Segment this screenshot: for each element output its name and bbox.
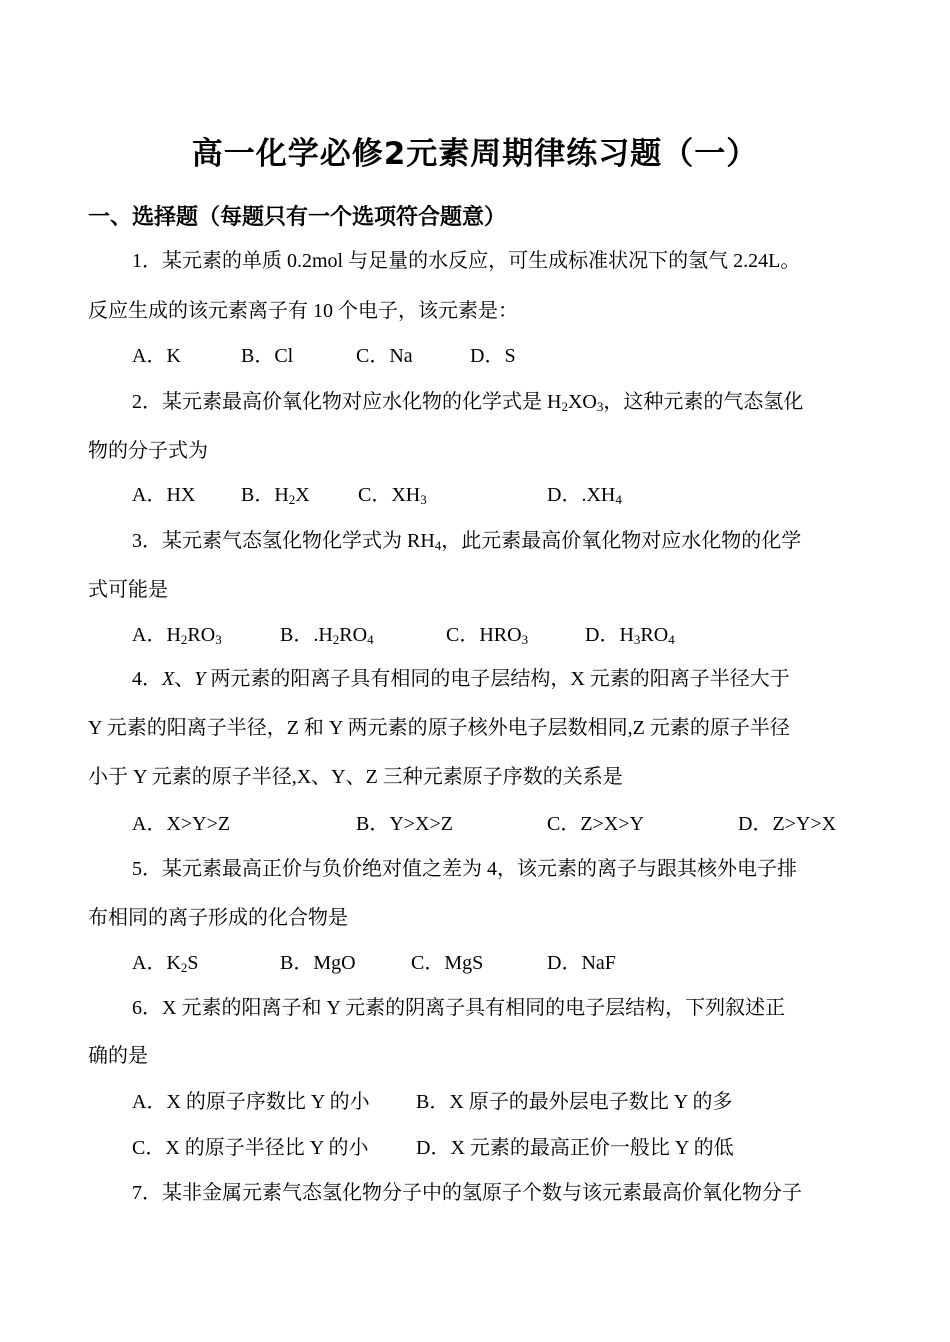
question-6-option-b: B．X 原子的最外层电子数比 Y 的多 xyxy=(416,1091,733,1113)
question-2-option-a: A．HX xyxy=(132,484,196,506)
question-1-option-c: C．Na xyxy=(356,345,413,367)
section-heading: 一、选择题（每题只有一个选项符合题意） xyxy=(88,205,507,230)
question-6-option-d: D．X 元素的最高正价一般比 Y 的低 xyxy=(416,1137,734,1159)
question-5-line-2: 布相同的离子形成的化合物是 xyxy=(88,907,348,929)
question-5-option-b: B．MgO xyxy=(280,952,356,974)
question-3-option-d: D．$H_3RO_4$ xyxy=(585,624,675,647)
question-2-line-2: 物的分子式为 xyxy=(88,440,208,462)
question-3-line-2: 式可能是 xyxy=(88,579,168,601)
question-6-option-c: C．X 的原子半径比 Y 的小 xyxy=(132,1137,369,1159)
question-3-option-c: C．$HRO_3$ xyxy=(446,624,529,647)
question-4-line-2: Y 元素的阳离子半径，Z 和 Y 两元素的原子核外电子层数相同,Z 元素的原子半径 xyxy=(88,717,790,739)
question-5-line-1: 5．某元素最高正价与负价绝对值之差为 4，该元素的离子与跟其核外电子排 xyxy=(132,858,797,880)
question-6-option-a: A．X 的原子序数比 Y 的小 xyxy=(132,1091,370,1113)
question-1-option-a: A．K xyxy=(132,345,181,367)
question-4-line-3: 小于 Y 元素的原子半径,X、Y、Z 三种元素原子序数的关系是 xyxy=(88,766,623,788)
question-2-option-c: C．$XH_3$ xyxy=(358,484,427,507)
question-6-line-1: 6．X 元素的阳离子和 Y 元素的阴离子具有相同的电子层结构，下列叙述正 xyxy=(132,997,786,1019)
question-3-line-1: 3．某元素气态氢化物化学式为 $RH_4$，此元素最高价氧化物对应水化物的化学 xyxy=(132,530,802,553)
question-4-option-b: B．Y>X>Z xyxy=(356,813,454,835)
question-7-line-1: 7．某非金属元素气态氢化物分子中的氢原子个数与该元素最高价氧化物分子 xyxy=(132,1182,802,1204)
question-2-option-d: D．$.XH_4$ xyxy=(547,484,622,507)
question-3-option-a: A．$H_2RO_3$ xyxy=(132,624,222,647)
question-5-option-c: C．MgS xyxy=(411,952,484,974)
question-1-line-1: 1．某元素的单质 0.2mol 与足量的水反应，可生成标准状况下的氢气 2.24L。 xyxy=(132,250,801,272)
question-1-line-2: 反应生成的该元素离子有 10 个电子，该元素是： xyxy=(88,300,518,322)
question-4-option-c: C．Z>X>Y xyxy=(547,813,645,835)
question-2-line-1: 2．某元素最高价氧化物对应水化物的化学式是 $H_2XO_3$，这种元素的气态氢化 xyxy=(132,391,804,414)
question-5-option-d: D．NaF xyxy=(547,952,616,974)
question-4-option-a: A．X>Y>Z xyxy=(132,813,231,835)
question-2-option-b: B．$H_2X$ xyxy=(241,484,310,507)
question-4-option-d: D．Z>Y>X xyxy=(738,813,837,835)
question-5-option-a: A．$K_2S$ xyxy=(132,952,199,975)
question-1-option-d: D．S xyxy=(470,345,516,367)
question-6-line-2: 确的是 xyxy=(88,1045,148,1067)
question-4-line-1: 4．X、Y 两元素的阳离子具有相同的电子层结构，X 元素的阳离子半径大于 xyxy=(132,668,790,690)
document-title: 高一化学必修2元素周期律练习题（一） xyxy=(191,136,759,172)
question-1-option-b: B．Cl xyxy=(241,345,294,367)
question-3-option-b: B．$.H_2RO_4$ xyxy=(280,624,374,647)
